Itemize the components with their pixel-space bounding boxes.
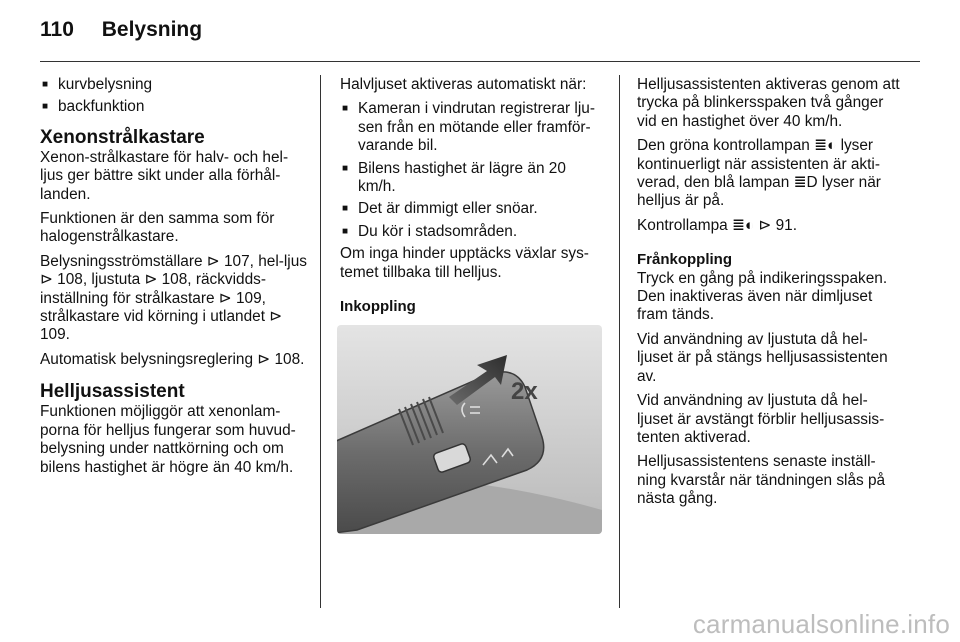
column-divider-2 xyxy=(619,75,620,608)
paragraph: Xenon-strålkastare för halv- och hel-ljus ger bättre sikt under alla förhål-landen. xyxy=(40,148,289,203)
column-2 xyxy=(340,76,604,320)
stalk-illustration xyxy=(337,325,602,534)
list-item: ■ Det är dimmigt eller snöar. xyxy=(340,200,604,218)
illus-label-2x: 2x xyxy=(511,378,538,405)
paragraph: Belysningsströmställare ⊳ 107, hel-ljus ⊳ 108, ljustuta ⊳ 108, räckvidds-inställning för strålkastare ⊳ 109, strålkastare vid körning i utlandet ⊳ 109. xyxy=(40,252,307,344)
paragraph: Vid användning av ljustuta då hel-ljuset är på stängs helljusassistenten av. xyxy=(637,330,888,385)
column-1 xyxy=(40,76,308,483)
paragraph: Helljusassistentens senaste inställ-ning kvarstår när tändningen slås på nästa gång. xyxy=(637,453,886,508)
paragraph: Funktionen är den samma som för halogenstrålkastare. xyxy=(40,210,275,246)
paragraph: Funktionen möjliggör att xenonlam-porna för helljus fungerar som huvud-belysning under nattkörning och om bilens hastighet är högre än 40 km/h. xyxy=(40,403,296,476)
list-item: ■ Bilens hastighet är lägre än 20 km/h. xyxy=(340,160,604,197)
paragraph: Helljusassistenten aktiveras genom att trycka på blinkersspaken två gånger vid en hastighet över 40 km/h. xyxy=(637,76,900,130)
page-number: 110 xyxy=(40,18,74,41)
paragraph: Om inga hinder upptäcks växlar sys-temet tillbaka till helljus. xyxy=(340,245,589,281)
column-divider-1 xyxy=(320,75,321,608)
list-item: ■ Du kör i stadsområden. xyxy=(340,223,604,241)
section-heading-xenon: Xenonstrålkastare xyxy=(40,126,205,148)
section-heading-assist: Helljusassistent xyxy=(40,381,185,403)
paragraph: Vid användning av ljustuta då hel-ljuset är avstängt förblir helljusassis-tenten aktiverad. xyxy=(637,392,885,446)
paragraph: Halvljuset aktiveras automatiskt när: xyxy=(340,76,587,93)
page-header xyxy=(40,18,202,42)
list-item: ■ kurvbelysning xyxy=(40,76,308,94)
list-item: ■ backfunktion xyxy=(40,98,308,116)
sub-heading-inkoppling: Inkoppling xyxy=(340,298,416,316)
watermark: carmanualsonline.info xyxy=(692,609,950,639)
paragraph: Kontrollampa ≣◐ ⊳ 91. xyxy=(637,216,797,234)
page-title: Belysning xyxy=(101,18,203,41)
sub-heading-frankoppling: Frånkoppling xyxy=(637,251,732,269)
paragraph: Den gröna kontrollampan ≣◐ lyser kontinuerligt när assistenten är akti-verad, den blå lampan ≣D lyser när helljus är på. xyxy=(637,137,881,210)
header-rule xyxy=(40,61,920,62)
column-3 xyxy=(637,76,902,515)
paragraph: Tryck en gång på indikeringsspaken. Den inaktiveras även när dimljuset fram tänds. xyxy=(637,269,888,324)
paragraph: Automatisk belysningsreglering ⊳ 108. xyxy=(40,350,305,368)
list-item: ■ Kameran i vindrutan registrerar lju-sen från en mötande eller framför-varande bil. xyxy=(340,100,604,155)
